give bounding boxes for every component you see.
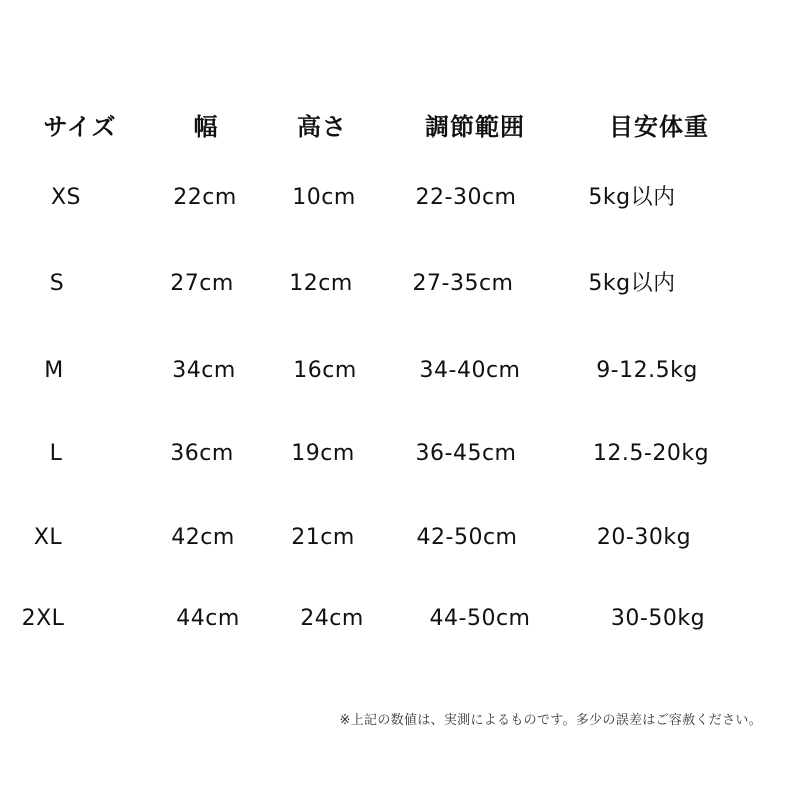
row-l-size: L (49, 441, 63, 466)
row-xl-adjust: 42-50cm (416, 525, 518, 550)
row-2xl-height: 24cm (300, 606, 364, 631)
row-xs-weight: 5kg以内 (588, 185, 676, 210)
row-m-width: 34cm (172, 358, 236, 383)
row-m-adjust: 34-40cm (419, 358, 521, 383)
row-m-weight: 9-12.5kg (596, 358, 698, 383)
row-xs-adjust: 22-30cm (415, 185, 517, 210)
row-xl-weight: 20-30kg (596, 525, 692, 550)
row-xl-size: XL (33, 525, 63, 550)
row-2xl-adjust: 44-50cm (429, 606, 531, 631)
row-xl-width: 42cm (171, 525, 235, 550)
row-s-weight: 5kg以内 (588, 271, 676, 296)
row-l-weight: 12.5-20kg (592, 441, 710, 466)
header-weight: 目安体重 (609, 113, 709, 141)
row-2xl-weight: 30-50kg (610, 606, 706, 631)
row-xs-width: 22cm (173, 185, 237, 210)
row-s-size: S (49, 271, 65, 296)
row-l-adjust: 36-45cm (415, 441, 517, 466)
row-2xl-width: 44cm (176, 606, 240, 631)
row-s-height: 12cm (289, 271, 353, 296)
row-s-width: 27cm (170, 271, 234, 296)
row-2xl-size: 2XL (21, 606, 65, 631)
measurement-note: ※上記の数値は、実測によるものです。多少の誤差はご容赦ください。 (339, 713, 762, 728)
header-adjust-range: 調節範囲 (425, 113, 525, 141)
row-xs-height: 10cm (292, 185, 356, 210)
row-l-width: 36cm (170, 441, 234, 466)
header-height: 高さ (297, 113, 347, 141)
row-xs-size: XS (50, 185, 82, 210)
row-m-size: M (44, 358, 64, 383)
header-size: サイズ (43, 113, 117, 141)
row-xl-height: 21cm (291, 525, 355, 550)
row-l-height: 19cm (291, 441, 355, 466)
row-m-height: 16cm (293, 358, 357, 383)
header-width: 幅 (193, 113, 219, 141)
row-s-adjust: 27-35cm (412, 271, 514, 296)
